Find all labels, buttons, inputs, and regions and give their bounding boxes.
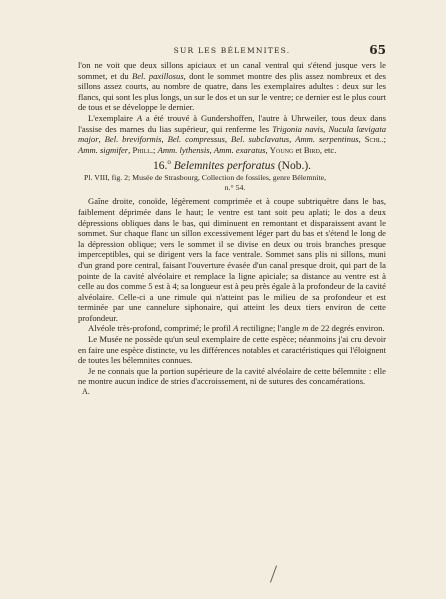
paragraph-localities: L'exemplaire A a été trouvé à Gundershoffen, l'autre à Uhrweiler, tous deux dans l'assise des marnes du lias supérieur, qui renferme les Trigonia navis, Nucula lævigata major, Bel. breviformis, Bel. compressus, Bel. subclavatus, Amm. serpentinus, Schl.; Amm. sigmifer, Phill.; Amm. lythensis, Amm. exaratus, Young et Bird, etc. bbox=[78, 112, 387, 155]
paragraph-continuation: l'on ne voit que deux sillons apiciaux et un canal ventral qui s'étend jusque vers le sommet, et du Bel. paxillosus, dont le sommet montre des plis assez nombreux et des sillons assez courts, au nombre de quatre, dans les exemplaires adultes : deux sur les flancs, qui sont les plus longs, un sur le dos et un sur le ventre; ce dernier est le plus court de tous et se développe le dernier. bbox=[78, 60, 386, 113]
paragraph-cavity: Je ne connais que la portion supérieure de la cavité alvéolaire de cette bélemnite : elle ne montre aucun indice de stries d'accroissement, ni de sutures des concamérations. bbox=[78, 365, 386, 387]
running-title: SUR LES BÉLEMNITES. bbox=[173, 46, 291, 55]
pencil-mark bbox=[270, 565, 277, 582]
running-head bbox=[78, 44, 386, 58]
author-signature: A. bbox=[82, 387, 90, 397]
species-heading: 16.$^o$ Belemnites perforatus (Nob.). bbox=[152, 158, 312, 173]
paragraph-museum: Le Musée ne possède qu'un seul exemplaire de cette espèce; néanmoins j'ai cru devoir en faire une espèce distincte, vu les différences notables et caractéristiques qui l'éloignent de toutes les bélemnites connues. bbox=[78, 334, 386, 366]
paragraph-alveole: Alvéole très-profond, comprimé; le profil A rectiligne; l'angle m de 22 degrés environ. bbox=[88, 323, 385, 334]
body-text bbox=[78, 60, 386, 398]
page-number: 65 bbox=[369, 43, 386, 57]
paragraph-description: Gaîne droite, conoïde, légèrement comprimée et à coupe subtriquètre dans le bas, faiblement déprimée dans le haut; le ventre est tant soit peu aplati; le dos a deux dépressions obliques dans le bas, qui diminuent en remontant et disparaissent avant le sommet. Sur chaque flanc un sillon excessivement léger part du bas et s'étend le long de la dépression oblique; vers le sommet il se divise en deux ou trois branches presque imperceptibles, qui se dirigent vers la face ventrale. Sommet sans plis ni sillons, muni d'un grand pore central, faisant l'ouverture évasée d'un canal presque droit, qui part de la pointe de la cavité alvéolaire et remplace la ligne apiciale; sa distance au ventre est à celle au dos comme 5 est à 4; sa longueur est à peu près égale à la profondeur de la cavité alvéolaire. Celle-ci a une rimule qui n'atteint pas le milieu de sa profondeur et est terminée par une cannelure siphonaire, qui atteint les deux tiers environ de cette profondeur. bbox=[78, 196, 386, 323]
plate-citation: Pl. VIII, fig. 2; Musée de Strasbourg, Collection de fossiles, genre Bélemnite, n.° 54. bbox=[84, 173, 327, 192]
